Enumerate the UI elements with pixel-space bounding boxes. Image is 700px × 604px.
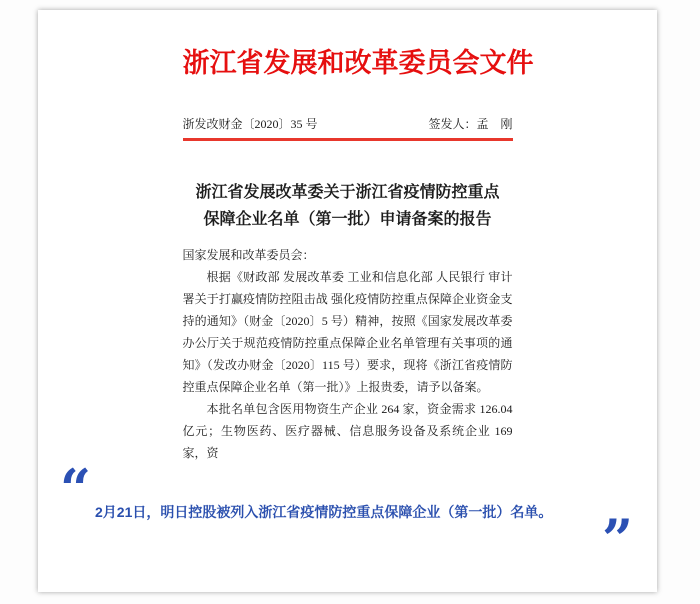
document-title: [183, 179, 513, 233]
document-title-line1: 浙江省发展改革委关于浙江省疫情防控重点: [195, 184, 500, 201]
document-agency-header: 浙江省发展和改革委员会文件: [182, 48, 534, 78]
document-body: [183, 244, 513, 464]
pull-quote-text: 2月21日，明日控股被列入浙江省疫情防控重点保障企业（第一批）名单。: [95, 504, 553, 520]
red-divider-line: [183, 138, 513, 141]
document-number: 浙发改财金〔2020〕35 号: [182, 117, 318, 131]
close-quote-icon: ”: [601, 507, 633, 571]
document-salutation: 国家发展和改革委员会：: [182, 248, 315, 262]
document-meta-row: [183, 116, 513, 132]
open-quote-icon: “: [60, 457, 92, 521]
document-paragraph: 本批名单包含医用物资生产企业 264 家，资金需求 126.04 亿元；生物医药、医疗器械、信息服务设备及系统企业 169 家，资: [182, 402, 513, 460]
official-document: [182, 46, 534, 464]
document-title-line2: 保障企业名单（第一批）申请备案的报告: [203, 211, 492, 228]
document-issuer: 签发人：孟 刚: [428, 117, 513, 131]
document-paragraph: 根据《财政部 发展改革委 工业和信息化部 人民银行 审计署关于打赢疫情防控阻击战 强化疫情防控重点保障企业资金支持的通知》（财金〔2020〕5 号）精神，按照《国家发展改革委办公厅关于规范疫情防控重点保障企业名单管理有关事项的通知》（发改办财金〔2020〕115 号）要求，现将《浙江省疫情防控重点保障企业名单（第一批）》上报贵委，请予以备案。: [182, 270, 513, 394]
article-card: [38, 10, 657, 592]
